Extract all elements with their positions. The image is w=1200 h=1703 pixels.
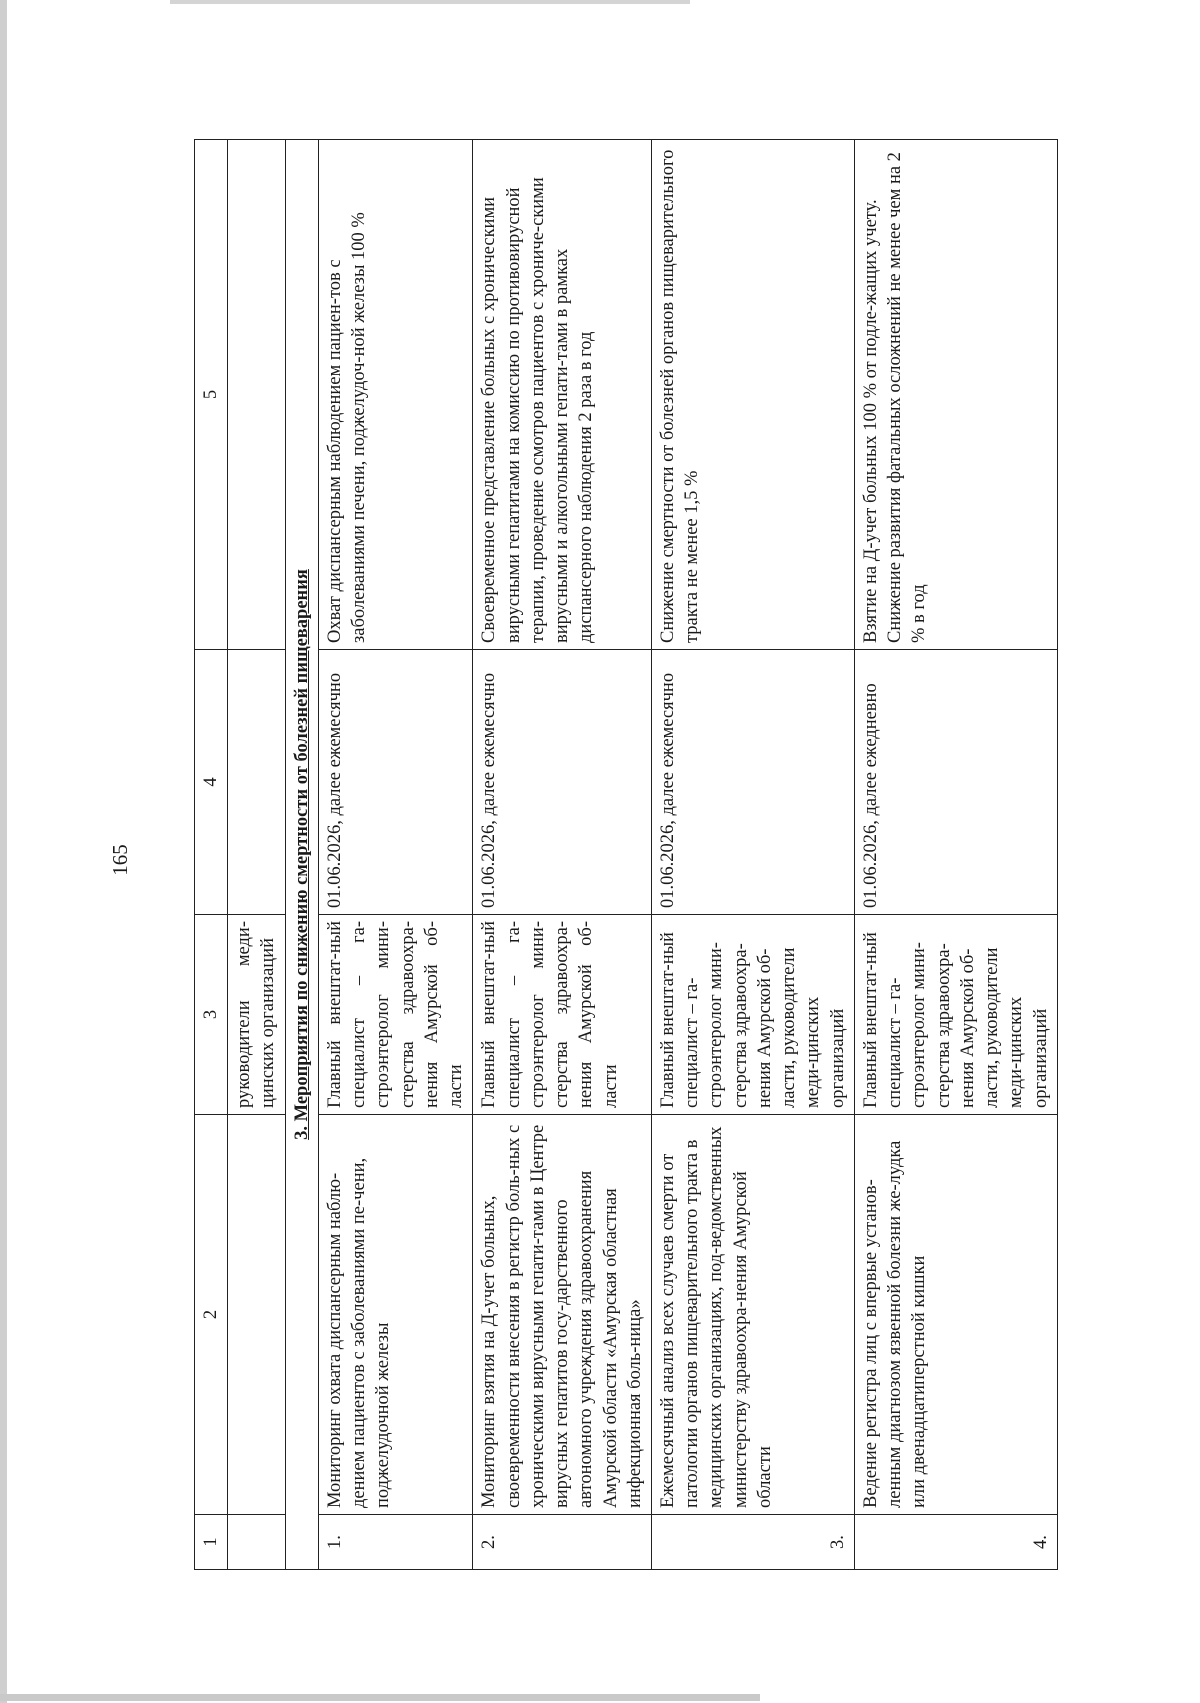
cell-responsible: Главный внештат-ный специалист – га-строэнтеролог мини-стерства здравоохра-нения Амурской об-ласти [473, 915, 652, 1115]
cell-activity: Ведение регистра лиц с впервые установ-ленным диагнозом язвенной болезни же-лудка или двенадцатиперстной кишки [854, 1115, 1057, 1515]
cell-num: 2. [473, 1515, 652, 1570]
table-row [854, 140, 1057, 1570]
cell-deadline: 01.06.2026, далее ежемесячно [473, 650, 652, 915]
cell-num [228, 1515, 285, 1570]
cell-result [228, 140, 285, 650]
cell-result: Взятие на Д-учет больных 100 % от подле-жащих учету. Снижение развития фатальных осложнений не менее чем на 2 % в год [854, 140, 1057, 650]
cell-deadline: 01.06.2026, далее ежедневно [854, 650, 1057, 915]
header-col-3: 3 [195, 915, 228, 1115]
table-row [473, 140, 652, 1570]
table-row [651, 140, 854, 1570]
section-row [285, 140, 318, 1570]
page-number: 165 [107, 844, 132, 876]
cell-result: Охват диспансерным наблюдением пациен-тов с заболеваниями печени, поджелудоч-ной железы 100 % [318, 140, 472, 650]
scan-edge-bottom [0, 1694, 760, 1701]
cell-num: 3. [651, 1515, 854, 1570]
header-col-2: 2 [195, 1115, 228, 1515]
header-row [195, 140, 228, 1570]
cell-responsible: Главный внештат-ный специалист – га-строэнтеролог мини-стерства здравоохра-нения Амурской об-ласти, руководители меди-цинских организаций [854, 915, 1057, 1115]
cell-deadline: 01.06.2026, далее ежемесячно [651, 650, 854, 915]
cell-num: 4. [854, 1515, 1057, 1570]
cell-activity [228, 1115, 285, 1515]
cell-num: 1. [318, 1515, 472, 1570]
scan-edge-top [170, 0, 690, 4]
cell-activity: Ежемесячный анализ всех случаев смерти от патологии органов пищеварительного тракта в медицинских организациях, под-ведомственных министерству здравоохра-нения Амурской области [651, 1115, 854, 1515]
scan-edge-left [0, 0, 7, 1703]
cell-activity: Мониторинг охвата диспансерным наблю-дением пациентов с заболеваниями пе-чени, поджелудочной железы [318, 1115, 472, 1515]
cell-result: Своевременное представление больных с хроническими вирусными гепатитами на комиссию по противовирусной терапии, проведение осмотров пациентов с хрониче-скими вирусными и алкогольными гепати-тами в рамках диспансерного наблюдения 2 раза в год [473, 140, 652, 650]
header-col-1: 1 [195, 1515, 228, 1570]
continued-row [228, 140, 285, 1570]
rotated-table-container [194, 140, 1194, 1570]
header-col-5: 5 [195, 140, 228, 650]
measures-table [194, 139, 1058, 1570]
section-title-text: 3. Мероприятия по снижению смертности от болезней пищеварения [291, 569, 312, 1140]
section-title [285, 140, 318, 1570]
cell-responsible: руководители меди-цинских организаций [228, 915, 285, 1115]
cell-deadline [228, 650, 285, 915]
cell-activity: Мониторинг взятия на Д-учет больных, своевременности внесения в регистр боль-ных с хроническими вирусными гепати-тами в Центре вирусных гепатитов госу-дарственного автономного учреждения здравоохранения Амурской области «Амурская областная инфекционная боль-ница» [473, 1115, 652, 1515]
cell-responsible: Главный внештат-ный специалист – га-строэнтеролог мини-стерства здравоохра-нения Амурской об-ласти, руководители меди-цинских организаций [651, 915, 854, 1115]
table-row [318, 140, 472, 1570]
header-col-4: 4 [195, 650, 228, 915]
cell-responsible: Главный внештат-ный специалист – га-строэнтеролог мини-стерства здравоохра-нения Амурской об-ласти [318, 915, 472, 1115]
cell-deadline: 01.06.2026, далее ежемесячно [318, 650, 472, 915]
cell-result: Снижение смертности от болезней органов пищеварительного тракта не менее 1,5 % [651, 140, 854, 650]
